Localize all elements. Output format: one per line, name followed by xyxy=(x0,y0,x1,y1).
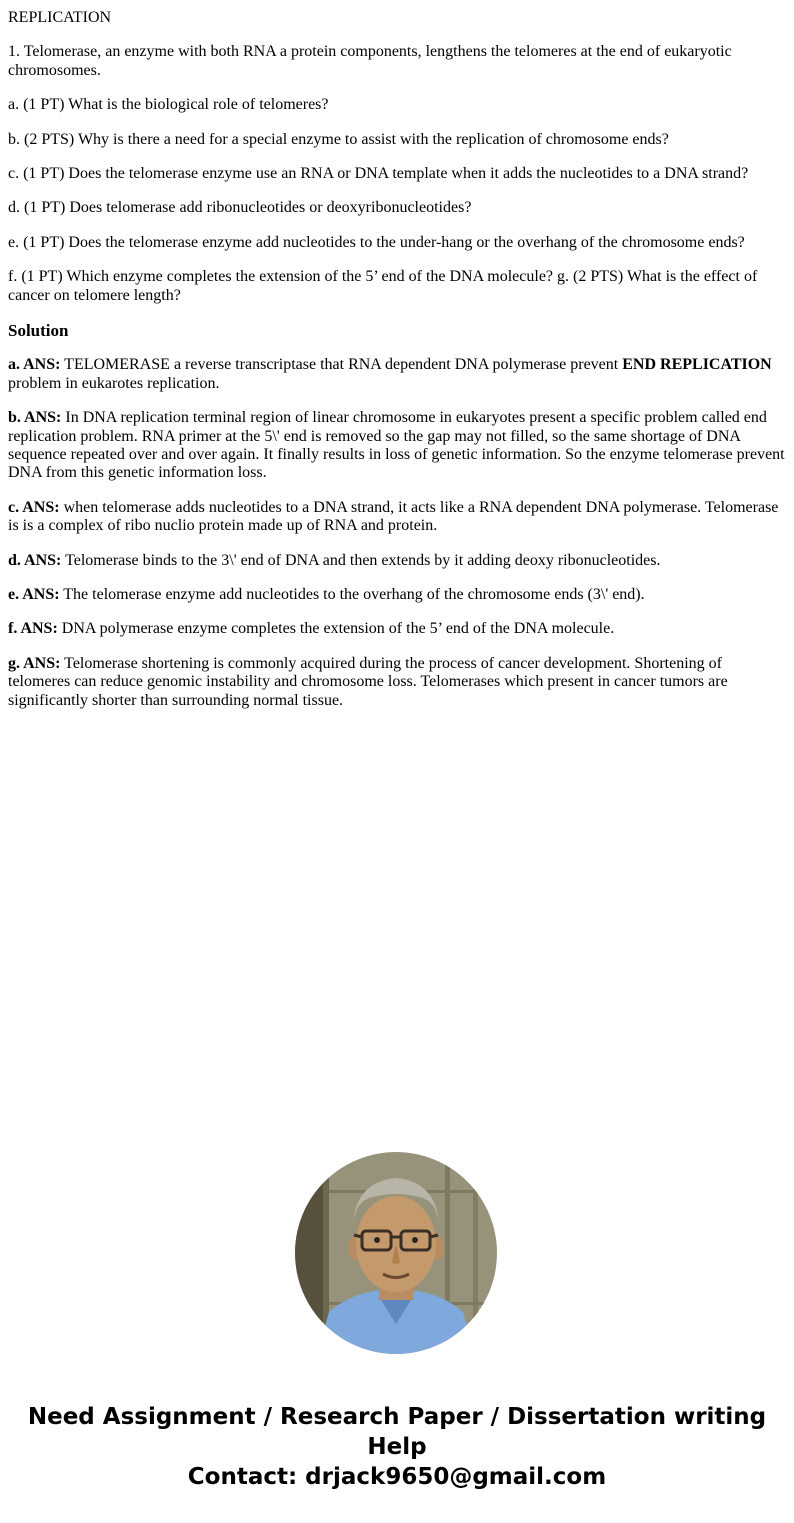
answer-e-label: e. ANS: xyxy=(8,585,60,603)
answer-e xyxy=(8,586,786,604)
question-b: b. (2 PTS) Why is there a need for a special enzyme to assist with the replication of chromosome ends? xyxy=(8,130,669,148)
solution-heading: Solution xyxy=(8,320,69,340)
document-body xyxy=(0,0,794,710)
presenter-avatar xyxy=(295,1152,497,1354)
answer-g-text: Telomerase shortening is commonly acquired during the process of cancer development. Shortening of telomeres can reduce genomic instability and chromosome loss. Telomerases which present in cancer tumors are significantly shorter than surrounding normal tissue. xyxy=(8,654,728,709)
answer-c-text: when telomerase adds nucleotides to a DNA strand, it acts like a RNA dependent DNA polymerase. Telomerase is is a complex of ribo nuclio protein made up of RNA and protein. xyxy=(8,498,779,535)
promo-heading: Need Assignment / Research Paper / Dissertation writing Help xyxy=(27,1404,767,1460)
answer-c-label: c. ANS: xyxy=(8,498,60,516)
question-a: a. (1 PT) What is the biological role of telomeres? xyxy=(8,96,329,114)
answer-d-text: Telomerase binds to the 3\' end of DNA and then extends by it adding deoxy ribonucleotides. xyxy=(61,551,661,569)
question-d: d. (1 PT) Does telomerase add ribonucleotides or deoxyribonucleotides? xyxy=(8,199,472,217)
intro-paragraph: 1. Telomerase, an enzyme with both RNA a protein components, lengthens the telomeres at the end of eukaryotic chromosomes. xyxy=(8,43,732,79)
answer-f-label: f. ANS: xyxy=(8,620,58,638)
question-c: c. (1 PT) Does the telomerase enzyme use an RNA or DNA template when it adds the nucleotides to a DNA strand? xyxy=(8,164,749,182)
answer-f xyxy=(8,620,786,638)
answer-b xyxy=(8,409,786,483)
answer-f-text: DNA polymerase enzyme completes the extension of the 5’ end of the DNA molecule. xyxy=(57,620,615,638)
answer-g-label: g. ANS: xyxy=(8,654,61,672)
answer-e-text: The telomerase enzyme add nucleotides to the overhang of the chromosome ends (3\' end). xyxy=(59,585,645,603)
document-title: REPLICATION xyxy=(8,9,112,26)
answer-a-emphasis: END REPLICATION xyxy=(622,356,772,374)
question-e: e. (1 PT) Does the telomerase enzyme add nucleotides to the under-hang or the overhang of the chromosome ends? xyxy=(8,233,745,251)
answer-a xyxy=(8,356,786,393)
answer-a-text-2: problem in eukarotes replication. xyxy=(8,374,220,392)
presenter-photo xyxy=(295,1152,497,1354)
promo-contact-email: Contact: drjack9650@gmail.com xyxy=(187,1464,607,1490)
answer-b-text: In DNA replication terminal region of linear chromosome in eukaryotes present a specific problem called end replication problem. RNA primer at the 5\' end is removed so the gap may not filled, so the same shortage of DNA sequence repeated over and over again. It finally results in loss of genetic information. So the enzyme telomerase prevent DNA from this genetic information loss. xyxy=(8,409,785,482)
answer-b-label: b. ANS: xyxy=(8,409,62,427)
promo-footer xyxy=(0,1402,794,1492)
answer-c xyxy=(8,499,786,536)
answer-a-label: a. ANS: xyxy=(8,356,61,374)
question-f-g: f. (1 PT) Which enzyme completes the extension of the 5’ end of the DNA molecule? g. (2 PTS) What is the effect of cancer on telomere length? xyxy=(8,268,758,304)
answer-d xyxy=(8,552,786,570)
answer-a-text-1: TELOMERASE a reverse transcriptase that RNA dependent DNA polymerase prevent xyxy=(60,356,623,374)
answer-d-label: d. ANS: xyxy=(8,551,62,569)
answer-g xyxy=(8,655,786,710)
